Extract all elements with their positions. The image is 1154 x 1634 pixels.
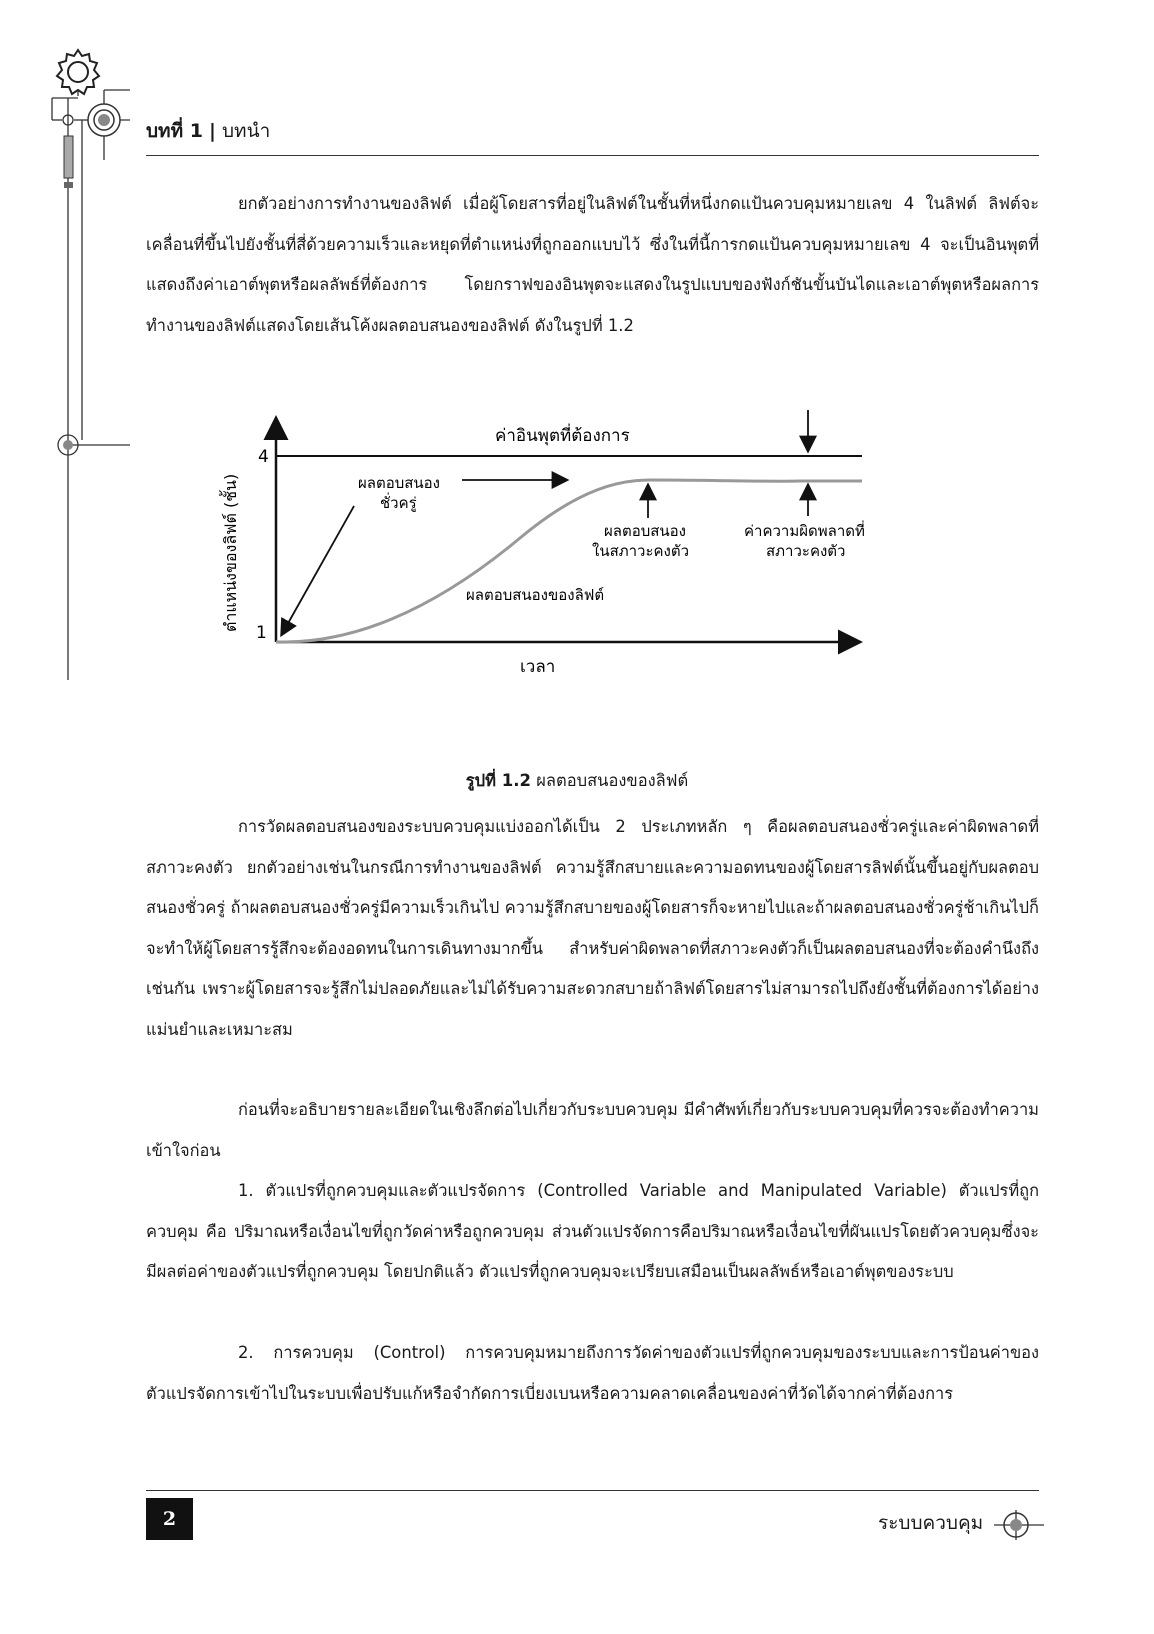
y-tick-4: 4 — [258, 447, 269, 467]
error-label-2: สภาวะคงตัว — [766, 542, 846, 560]
target-icon — [88, 104, 120, 136]
transient-label-1: ผลตอบสนอง — [358, 474, 440, 492]
caption-number: รูปที่ 1.2 — [465, 771, 531, 790]
chapter-separator: | — [209, 120, 216, 142]
footer-target-icon — [994, 1508, 1044, 1542]
steady-label-2: ในสภาวะคงตัว — [592, 542, 690, 560]
page-number: 2 — [146, 1498, 193, 1540]
decorative-rail — [0, 0, 130, 700]
paragraph-1: ยกตัวอย่างการทำงานของลิฟต์ เมื่อผู้โดยสารที่อยู่ในลิฟต์ในชั้นที่หนึ่งกดแป้นควบคุมหมายเลข 4 ในลิฟต์ ลิฟต์จะเคลื่อนที่ขึ้นไปยังชั้นที่สี่ด้วยความเร็วและหยุดที่ตำแหน่งที่ถูกออกแบบไว้ ซึ่งในที่นี้การกดแป้นควบคุมหมายเลข 4 จะเป็นอินพุตที่แสดงถึงค่าเอาต์พุตหรือผลลัพธ์ที่ต้องการ โดยกราฟของอินพุตจะแสดงในรูปแบบของฟังก์ชันขั้นบันไดและเอาต์พุตหรือผลการทำงานของลิฟต์แสดงโดยเส้นโค้งผลตอบสนองของลิฟต์ ดังในรูปที่ 1.2 — [146, 194, 1039, 335]
paragraph-5: 2. การควบคุม (Control) การควบคุมหมายถึงการวัดค่าของตัวแปรที่ถูกควบคุมของระบบและการป้อนค่าของตัวแปรจัดการเข้าไปในระบบเพื่อปรับแก้หรือจำกัดการเบี่ยงเบนหรือความคลาดเคลื่อนของค่าที่วัดได้จากค่าที่ต้องการ — [146, 1343, 1039, 1403]
chapter-title: บทนำ — [222, 120, 271, 142]
transient-label-2: ชั่วครู่ — [380, 494, 417, 512]
paragraph-3: ก่อนที่จะอธิบายรายละเอียดในเชิงลึกต่อไปเกี่ยวกับระบบควบคุม มีคำศัพท์เกี่ยวกับระบบควบคุมที่ควรจะต้องทำความเข้าใจก่อน — [146, 1100, 1039, 1160]
x-axis-label: เวลา — [520, 657, 556, 677]
y-tick-1: 1 — [256, 623, 267, 643]
paragraph-2: การวัดผลตอบสนองของระบบควบคุมแบ่งออกได้เป็น 2 ประเภทหลัก ๆ คือผลตอบสนองชั่วครู่และค่าผิดพลาดที่สภาวะคงตัว ยกตัวอย่างเช่นในกรณีการทำงานของลิฟต์ ความรู้สึกสบายและความอดทนของผู้โดยสารลิฟต์นั้นขึ้นอยู่กับผลตอบสนองชั่วครู่ ถ้าผลตอบสนองชั่วครู่มีความเร็วเกินไป ความรู้สึกสบายของผู้โดยสารก็จะหายไปและถ้าผลตอบสนองชั่วครู่ช้าเกินไปก็จะทำให้ผู้โดยสารรู้สึกจะต้องอดทนในการเดินทางมากขึ้น สำหรับค่าผิดพลาดที่สภาวะคงตัวก็เป็นผลตอบสนองที่จะต้องคำนึงถึงเช่นกัน เพราะผู้โดยสารจะรู้สึกไม่ปลอดภัยและไม่ได้รับความสะดวกสบายถ้าลิฟต์โดยสารไม่สามารถไปถึงยังชั้นที่ต้องการได้อย่างแม่นยำและเหมาะสม — [146, 817, 1039, 1039]
chapter-header — [146, 116, 270, 146]
elevator-response-figure — [200, 408, 920, 708]
curve-label: ผลตอบสนองของลิฟต์ — [466, 586, 605, 604]
desired-input-label: ค่าอินพุตที่ต้องการ — [495, 426, 630, 446]
arrow-to-start — [282, 506, 354, 634]
gear-icon — [57, 50, 99, 94]
header-rule — [146, 155, 1039, 156]
error-label-1: ค่าความผิดพลาดที่ — [744, 522, 865, 540]
footer-rule — [146, 1490, 1039, 1491]
response-curve — [276, 480, 862, 642]
figure-caption — [0, 768, 1154, 794]
caption-text: ผลตอบสนองของลิฟต์ — [536, 771, 689, 790]
footer-book-title: ระบบควบคุม — [878, 1512, 984, 1534]
steady-label-1: ผลตอบสนอง — [604, 522, 686, 540]
y-axis-label: ตำแหน่งของลิฟต์ (ชั้น) — [221, 473, 240, 632]
paragraph-4: 1. ตัวแปรที่ถูกควบคุมและตัวแปรจัดการ (Controlled Variable and Manipulated Variable) ตัวแปรที่ถูกควบคุม คือ ปริมาณหรือเงื่อนไขที่ถูกวัดค่าหรือถูกควบคุม ส่วนตัวแปรจัดการคือปริมาณหรือเงื่อนไขที่ผันแปรโดยตัวควบคุมซึ่งจะมีผลต่อค่าของตัวแปรที่ถูกควบคุม โดยปกติแล้ว ตัวแปรที่ถูกควบคุมจะเปรียบเสมือนเป็นผลลัพธ์หรือเอาต์พุตของระบบ — [146, 1181, 1039, 1281]
chapter-label: บทที่ 1 — [146, 120, 203, 142]
